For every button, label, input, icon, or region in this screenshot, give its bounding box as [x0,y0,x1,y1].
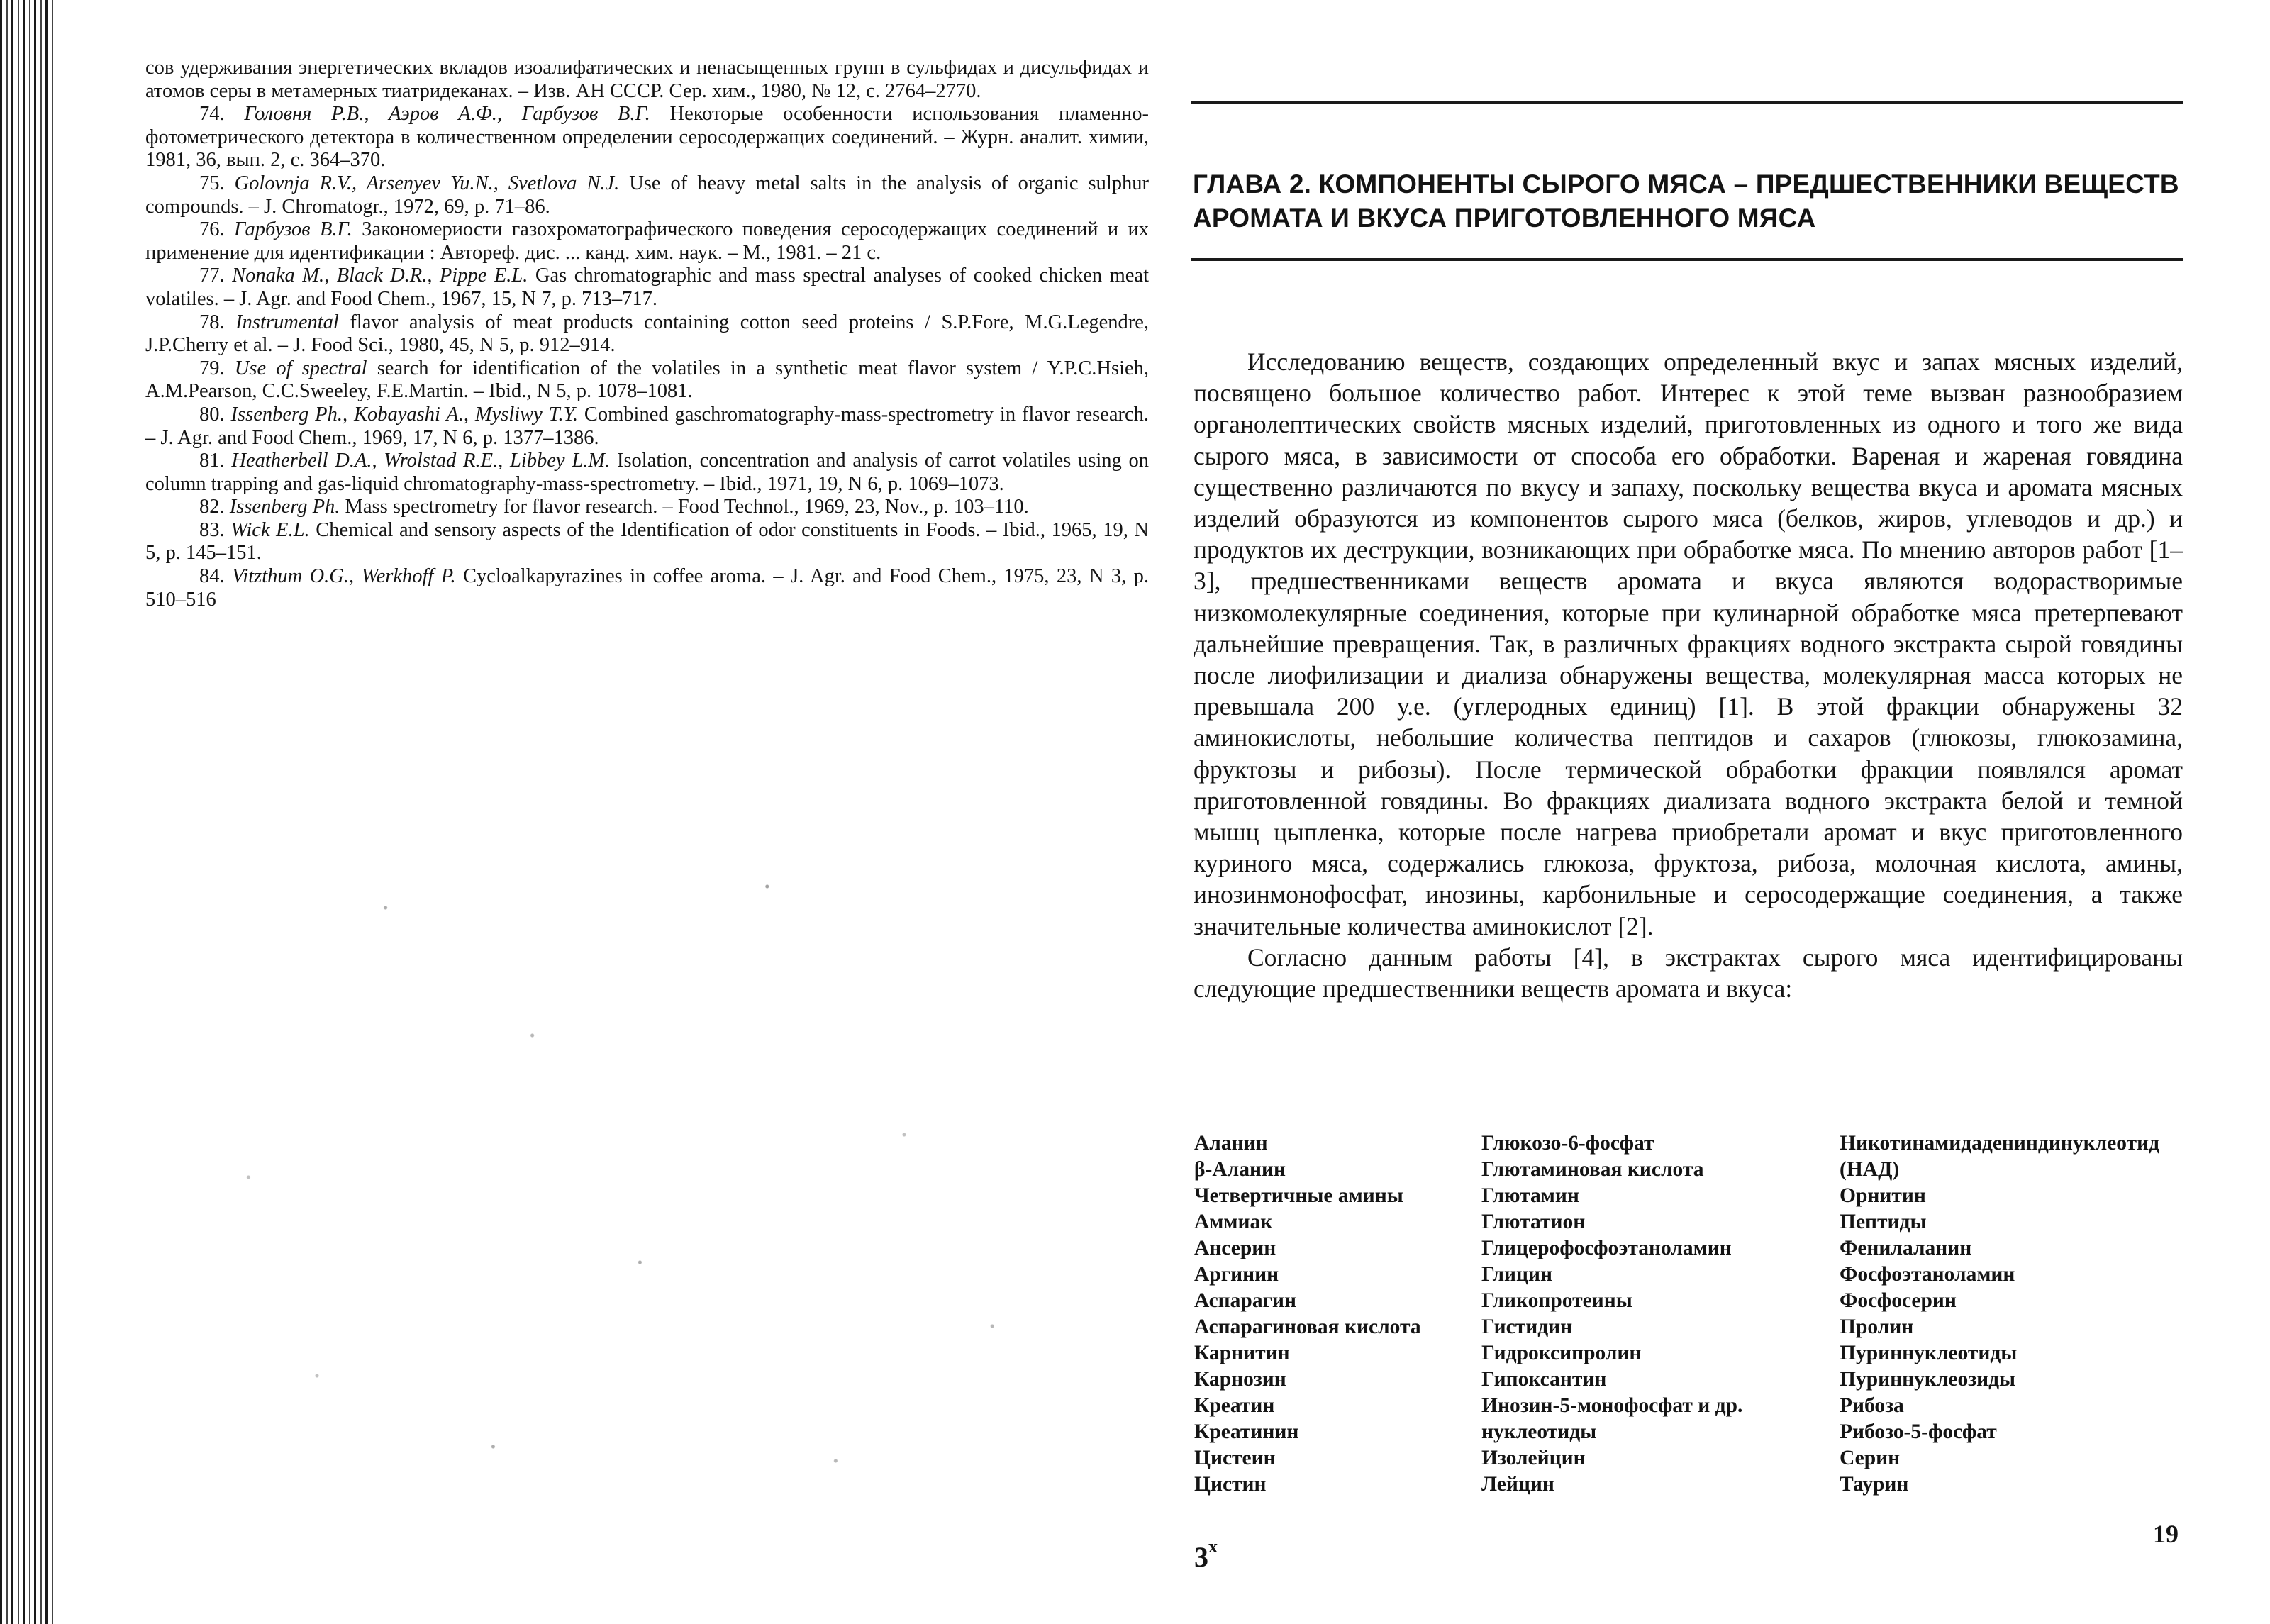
list-item: Гистидин [1481,1316,1573,1338]
list-item: Рибоза [1840,1394,1904,1417]
chapter-rule-top [1191,101,2183,104]
list-item: Глютамин [1481,1184,1579,1207]
list-item: Пептиды [1840,1211,1927,1233]
list-item: Аспарагин [1194,1289,1296,1312]
reference-continuation: сов удерживания энергетических вкладов изоалифатических и ненасыщенных групп в сульфидах и дисульфидах и атомов серы в метамерных тиатридеканах. – Изв. АН СССР. Сер. хим., 1980, № 12, с. 2764–2770. [145,57,1149,102]
reference-82: 82. Issenberg Ph. Mass spectrometry for flavor research. – Food Technol., 1969, 23, Nov., p. 103–110. [199,496,1029,518]
list-item: Аргинин [1194,1263,1279,1286]
reference-83: 83. Wick E.L. Chemical and sensory aspects of the Identification of odor constituents in Foods. – Ibid., 1965, 19, N 5, p. 145–151. [145,518,1150,564]
list-item: Четвертичные амины [1194,1184,1403,1207]
list-item: Пуриннуклеотиды [1840,1342,2018,1364]
list-item: Ансерин [1194,1237,1276,1259]
left-page-references [145,57,1149,851]
list-item: Карнозин [1194,1368,1286,1391]
list-item: Лейцин [1481,1473,1554,1496]
list-item: Изолейцин [1481,1447,1586,1469]
chapter-rule-bottom [1191,258,2183,261]
substances-column-3 [1840,1130,2183,1498]
list-item: Пролин [1840,1316,1914,1338]
list-item: Карнитин [1194,1342,1290,1364]
reference-77: 77. Nonaka M., Black D.R., Pippe E.L. Gas chromatographic and mass spectral analyses of cooked chicken meat volatiles. – J. Agr. and Food Chem., 1967, 15, N 7, p. 713–717. [145,265,1149,310]
reference-80: 80. Issenberg Ph., Kobayashi A., Mysliwy T.Y. Combined gaschromatography-mass-spectrometry in flavor research. – J. Agr. and Food Chem., 1969, 17, N 6, p. 1377–1386. [145,403,1150,449]
reference-81: 81. Heatherbell D.A., Wrolstad R.E., Libbey L.M. Isolation, concentration and analysis of carrot volatiles using on column trapping and gas-liquid chromatography-mass-spectrometry. – Ibid., 1971, 19, N 6, p. 1069–1073. [145,450,1149,495]
list-item: Глютатион [1481,1211,1586,1233]
page-number: 19 [2153,1520,2179,1548]
list-item: Креатин [1194,1394,1275,1417]
reference-78: 78. Instrumental flavor analysis of meat products containing cotton seed proteins / S.P.Fore, M.G.Legendre, J.P.Cherry et al. – J. Food Sci., 1980, 45, N 5, p. 912–914. [145,311,1150,357]
list-item: Таурин [1840,1473,1909,1496]
substances-column-2 [1481,1130,1836,1498]
list-item: Глицерофосфоэтаноламин [1481,1237,1732,1259]
list-item: Фосфоэтаноламин [1840,1263,2015,1286]
reference-76: 76. Гарбузов В.Г. Закономериости газохроматографического поведения серосодержащих соединений и их применение для идентификации : Автореф. дис. ... канд. хим. наук. – М., 1981. – 21 с. [145,218,1150,264]
list-item: Никотинамидадениндинуклеотид (НАД) [1840,1132,2159,1181]
list-item: Гипоксантин [1481,1368,1607,1391]
list-item: Аспарагиновая кислота [1194,1316,1421,1338]
list-item: Креатинин [1194,1420,1299,1443]
list-item: Пуриннуклеозиды [1840,1368,2016,1391]
list-item: Глютаминовая кислота [1481,1158,1704,1181]
list-item: Орнитин [1840,1184,1926,1207]
body-paragraph-1: Исследованию веществ, создающих определенный вкус и запах мясных изделий, посвящено большое количество работ. Интерес к этой теме вызван разнообразием органолептических свойств мясных изделий, приготовленных из одного и того же вида сырого мяса, в зависимости от способа его обработки. Вареная и жареная говядина существенно различаются по вкусу и запаху, поскольку вещества вкуса и аромата мясных изделий образуются из компонентов сырого мяса (белков, жиров, углеводов и др.) и продуктов их деструкции, возникающих при обработке мяса. По мнению авторов работ [1–3], предшественниками веществ аромата и вкуса являются водорастворимые низкомолекулярные соединения, которые при кулинарной обработке мяса претерпевают дальнейшие превращения. Так, в различных фракциях водного экстракта сырой говядины после лиофилизации и диализа обнаружены вещества, молекулярная масса которых не превышала 200 у.е. (углеродных единиц) [1]. В этой фракции обнаружены 32 аминокислоты, небольшие количества пептидов и сахаров (глюкозы, глюкозамина, фруктозы и рибозы). После термической обработки фракции появлялся аромат приготовленной говядины. Во фракциях диализата водного экстракта белой и темной мышц цыпленка, которые после нагрева приобретали аромат и вкус приготовленного куриного мяса, содержались глюкоза, фруктоза, рибоза, молочная кислота, амины, инозинмонофосфат, инозины, карбонильные и серосодержащие соединения, а также значительные количества аминокислот [2]. [1194,347,2183,940]
list-item: Фенилаланин [1840,1237,1972,1259]
list-item: Глицин [1481,1263,1552,1286]
list-item: Инозин-5-монофосфат и др. [1481,1394,1743,1417]
list-item: Гликопротеины [1481,1289,1632,1312]
list-item: Гидроксипролин [1481,1342,1642,1364]
list-item: Аммиак [1194,1211,1273,1233]
chapter-body [1194,346,2183,1004]
list-item: Цистин [1194,1473,1267,1496]
chapter-title: ГЛАВА 2. КОМПОНЕНТЫ СЫРОГО МЯСА – ПРЕДШЕСТВЕННИКИ ВЕЩЕСТВ АРОМАТА И ВКУСА ПРИГОТОВЛЕННОГО МЯСА [1193,169,2179,233]
printer-signature-mark: 3$^x$ [1194,1536,1218,1573]
list-item: Серин [1840,1447,1901,1469]
reference-84: 84. Vitzthum O.G., Werkhoff P. Cycloalkapyrazines in coffee aroma. – J. Agr. and Food Chem., 1975, 23, N 3, p. 510–516 [145,565,1149,611]
list-item: Рибозо-5-фосфат [1840,1420,1997,1443]
list-item: Аланин [1194,1132,1268,1155]
list-item: нуклеотиды [1481,1420,1597,1443]
reference-75: 75. Golovnja R.V., Arsenyev Yu.N., Svetlova N.J. Use of heavy metal salts in the analysis of organic sulphur compounds. – J. Chromatogr., 1972, 69, p. 71–86. [145,172,1149,218]
book-binding-edge [0,0,55,1624]
scan-speckle-noise [170,823,1149,1532]
list-item: Глюкозо-6-фосфат [1481,1132,1654,1155]
precursor-substances-list [1194,1130,2183,1513]
list-item: β-Аланин [1194,1158,1286,1181]
reference-79: 79. Use of spectral search for identification of the volatiles in a synthetic meat flavor system / Y.P.C.Hsieh, A.M.Pearson, C.C.Sweeley, F.E.Martin. – Ibid., N 5, p. 1078–1081. [145,357,1150,403]
substances-column-1 [1194,1130,1478,1498]
list-item: Фосфосерин [1840,1289,1957,1312]
list-item: Цистеин [1194,1447,1276,1469]
reference-74: 74. Головня Р.В., Аэров А.Ф., Гарбузов В.Г. Некоторые особенности использования пламенно-фотометрического детектора в количественном определении серосодержащих соединений. – Журн. аналит. химии, 1981, 36, вып. 2, с. 364–370. [145,103,1149,172]
body-paragraph-2: Согласно данным работы [4], в экстрактах сырого мяса идентифицированы следующие предшественники веществ аромата и вкуса: [1194,942,2183,1003]
